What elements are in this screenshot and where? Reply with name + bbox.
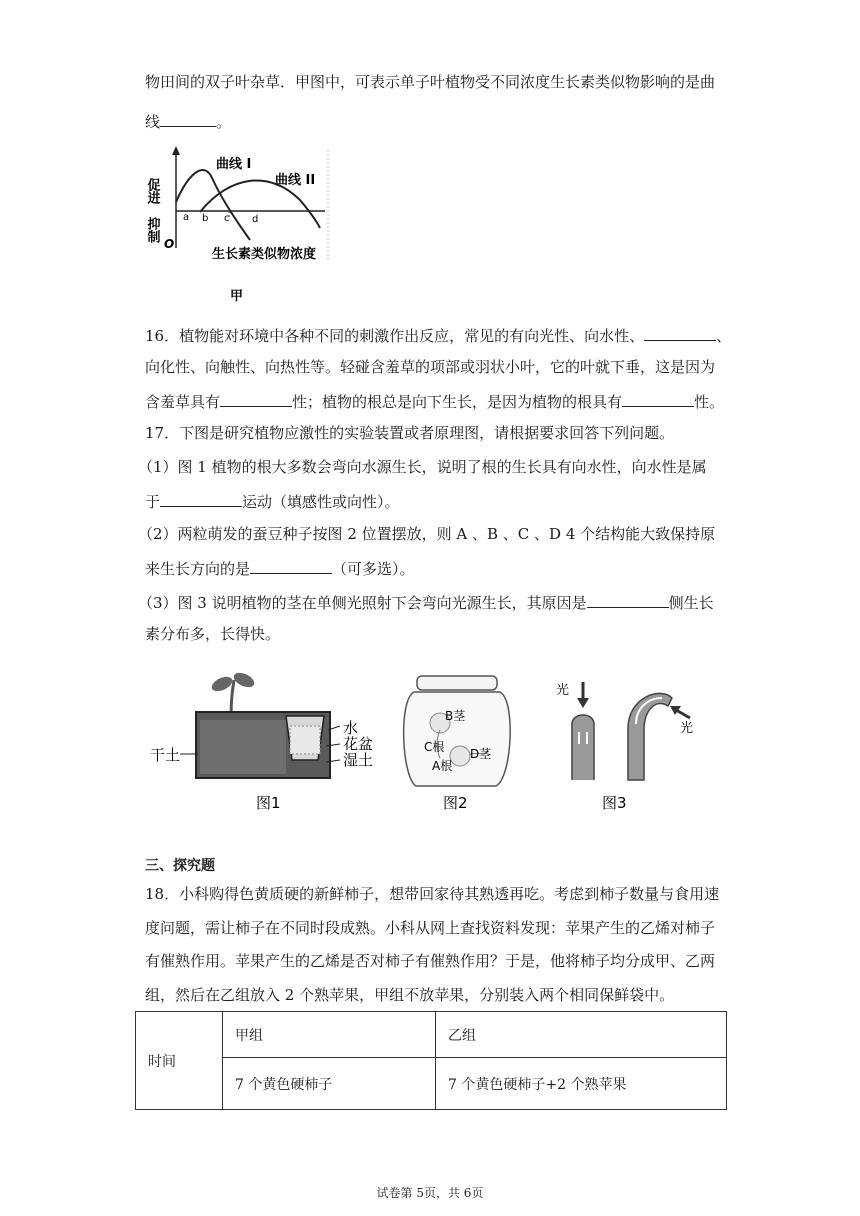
q17-2-line1: （2）两粒萌发的蚕豆种子按图 2 位置摆放，则 A 、B 、C 、D 4 个结构能大致保持原 [138,525,716,543]
q16-text-c: 含羞草具有 [145,393,221,411]
graph-x-label: 生长素类似物浓度 [212,247,317,262]
q18-line2: 度问题，需让柿子在不同时段成熟。小科从网上查找资料发现：苹果产生的乙烯对柿子 [145,919,716,937]
q17-3-line1 [138,591,714,613]
graph-curve2-label: 曲线 II [275,173,316,188]
q18-line1: 18．小科购得色黄质硬的新鲜柿子，想带回家待其熟透再吃。考虑到柿子数量与食用速 [145,885,720,903]
fig1-label-dry-soil: 干土 [150,746,181,764]
q16-text-a: 16．植物能对环境中各种不同的刺激作出反应，常见的有向光性、向水性、 [145,327,645,345]
q17-1-text-b: 运动（填感性或向性）。 [242,493,400,511]
q16-line3 [145,390,724,412]
figure-1 [150,670,373,812]
graph-caption: 甲 [230,289,244,304]
q17-1-line1: （1）图 1 植物的根大多数会弯向水源生长，说明了根的生长具有向水性，向水性是属 [138,458,707,476]
fig2-label-b-stem: B茎 [445,709,466,723]
fig3-caption: 图3 [602,794,627,812]
fig2-label-d-stem: D茎 [470,747,492,761]
q15-text-end: 。 [216,113,232,131]
q18-line3: 有催熟作用。苹果产生的乙烯是否对柿子有催熟作用？于是，他将柿子均分成甲、乙两 [145,952,716,970]
fig2-caption: 图2 [443,794,468,812]
fig1-label-wet-soil: 湿土 [343,751,374,769]
q15-text-line2 [145,110,231,132]
table-col-header-yi: 乙组 [436,1012,727,1058]
q16-text-e: 性。 [694,393,725,411]
table-cell-yi: 7 个黄色硬柿子+2 个熟苹果 [436,1058,727,1110]
q15-text-start: 线 [145,113,161,131]
fig3-label-light-top: 光 [556,683,570,698]
q17-3-blank[interactable] [587,591,669,608]
q17-2-blank[interactable] [250,557,332,574]
experiment-table [135,1011,727,1110]
q16-blank-2[interactable] [220,390,292,407]
figure-3 [556,682,693,812]
q16-line2: 向化性、向触性、向热性等。轻碰含羞草的项部或羽状小叶，它的叶就下垂，这是因为 [145,358,716,376]
fig1-label-water: 水 [343,719,359,737]
q17-1-blank[interactable] [160,490,242,507]
page-footer: 试卷第 5页，共 6页 [376,1186,484,1200]
q17-line1: 17．下图是研究植物应激性的实验装置或者原理图，请根据要求回答下列问题。 [145,424,675,442]
section-heading: 三、探究题 [145,858,215,874]
graph-y-top-label: 促进 [144,178,160,204]
q17-1-line2 [145,490,400,512]
graph-jia [144,140,350,310]
q15-text-line1: 物田间的双子叶杂草．甲图中，可表示单子叶植物受不同浓度生长素类似物影响的是曲 [145,73,716,91]
graph-point-b: b [202,213,209,224]
fig3-label-light-side: 光 [680,721,694,736]
q17-3-text-b: 侧生长 [668,594,714,612]
graph-point-d: d [252,214,259,225]
table-row-header: 时间 [136,1012,223,1110]
q16-text-b: 、 [716,327,732,345]
fig2-label-c-root: C根 [424,740,445,754]
table-col-header-jia: 甲组 [223,1012,436,1058]
q16-text-d: 性；植物的根总是向下生长，是因为植物的根具有 [292,393,623,411]
q17-3-text-a: （3）图 3 说明植物的茎在单侧光照射下会弯向光源生长，其原因是 [138,594,587,612]
fig2-label-a-root: A根 [432,759,453,773]
q18-line4: 组，然后在乙组放入 2 个熟苹果，甲组不放苹果，分别装入两个相同保鲜袋中。 [145,986,675,1004]
graph-y-bottom-label: 抑制 [144,217,160,243]
figures-row [140,668,700,818]
graph-point-a: a [183,212,190,223]
graph-curve1-label: 曲线 I [216,157,252,172]
q16-blank-1[interactable] [644,324,716,341]
q17-3-line2: 素分布多，长得快。 [145,625,281,643]
graph-point-c: c [224,213,230,224]
q16-line1 [145,324,731,346]
q17-2-line2 [145,557,415,579]
figure-2 [404,676,511,812]
table-cell-jia: 7 个黄色硬柿子 [223,1058,436,1110]
q16-blank-3[interactable] [622,390,694,407]
graph-origin-label: O [164,237,175,251]
q17-1-text-a: 于 [145,493,161,511]
q17-2-text-a: 来生长方向的是 [145,560,251,578]
fig1-label-pot: 花盆 [343,735,374,753]
fig1-caption: 图1 [256,794,281,812]
q15-answer-blank[interactable] [160,110,216,127]
q17-2-text-b: （可多选）。 [332,560,415,578]
